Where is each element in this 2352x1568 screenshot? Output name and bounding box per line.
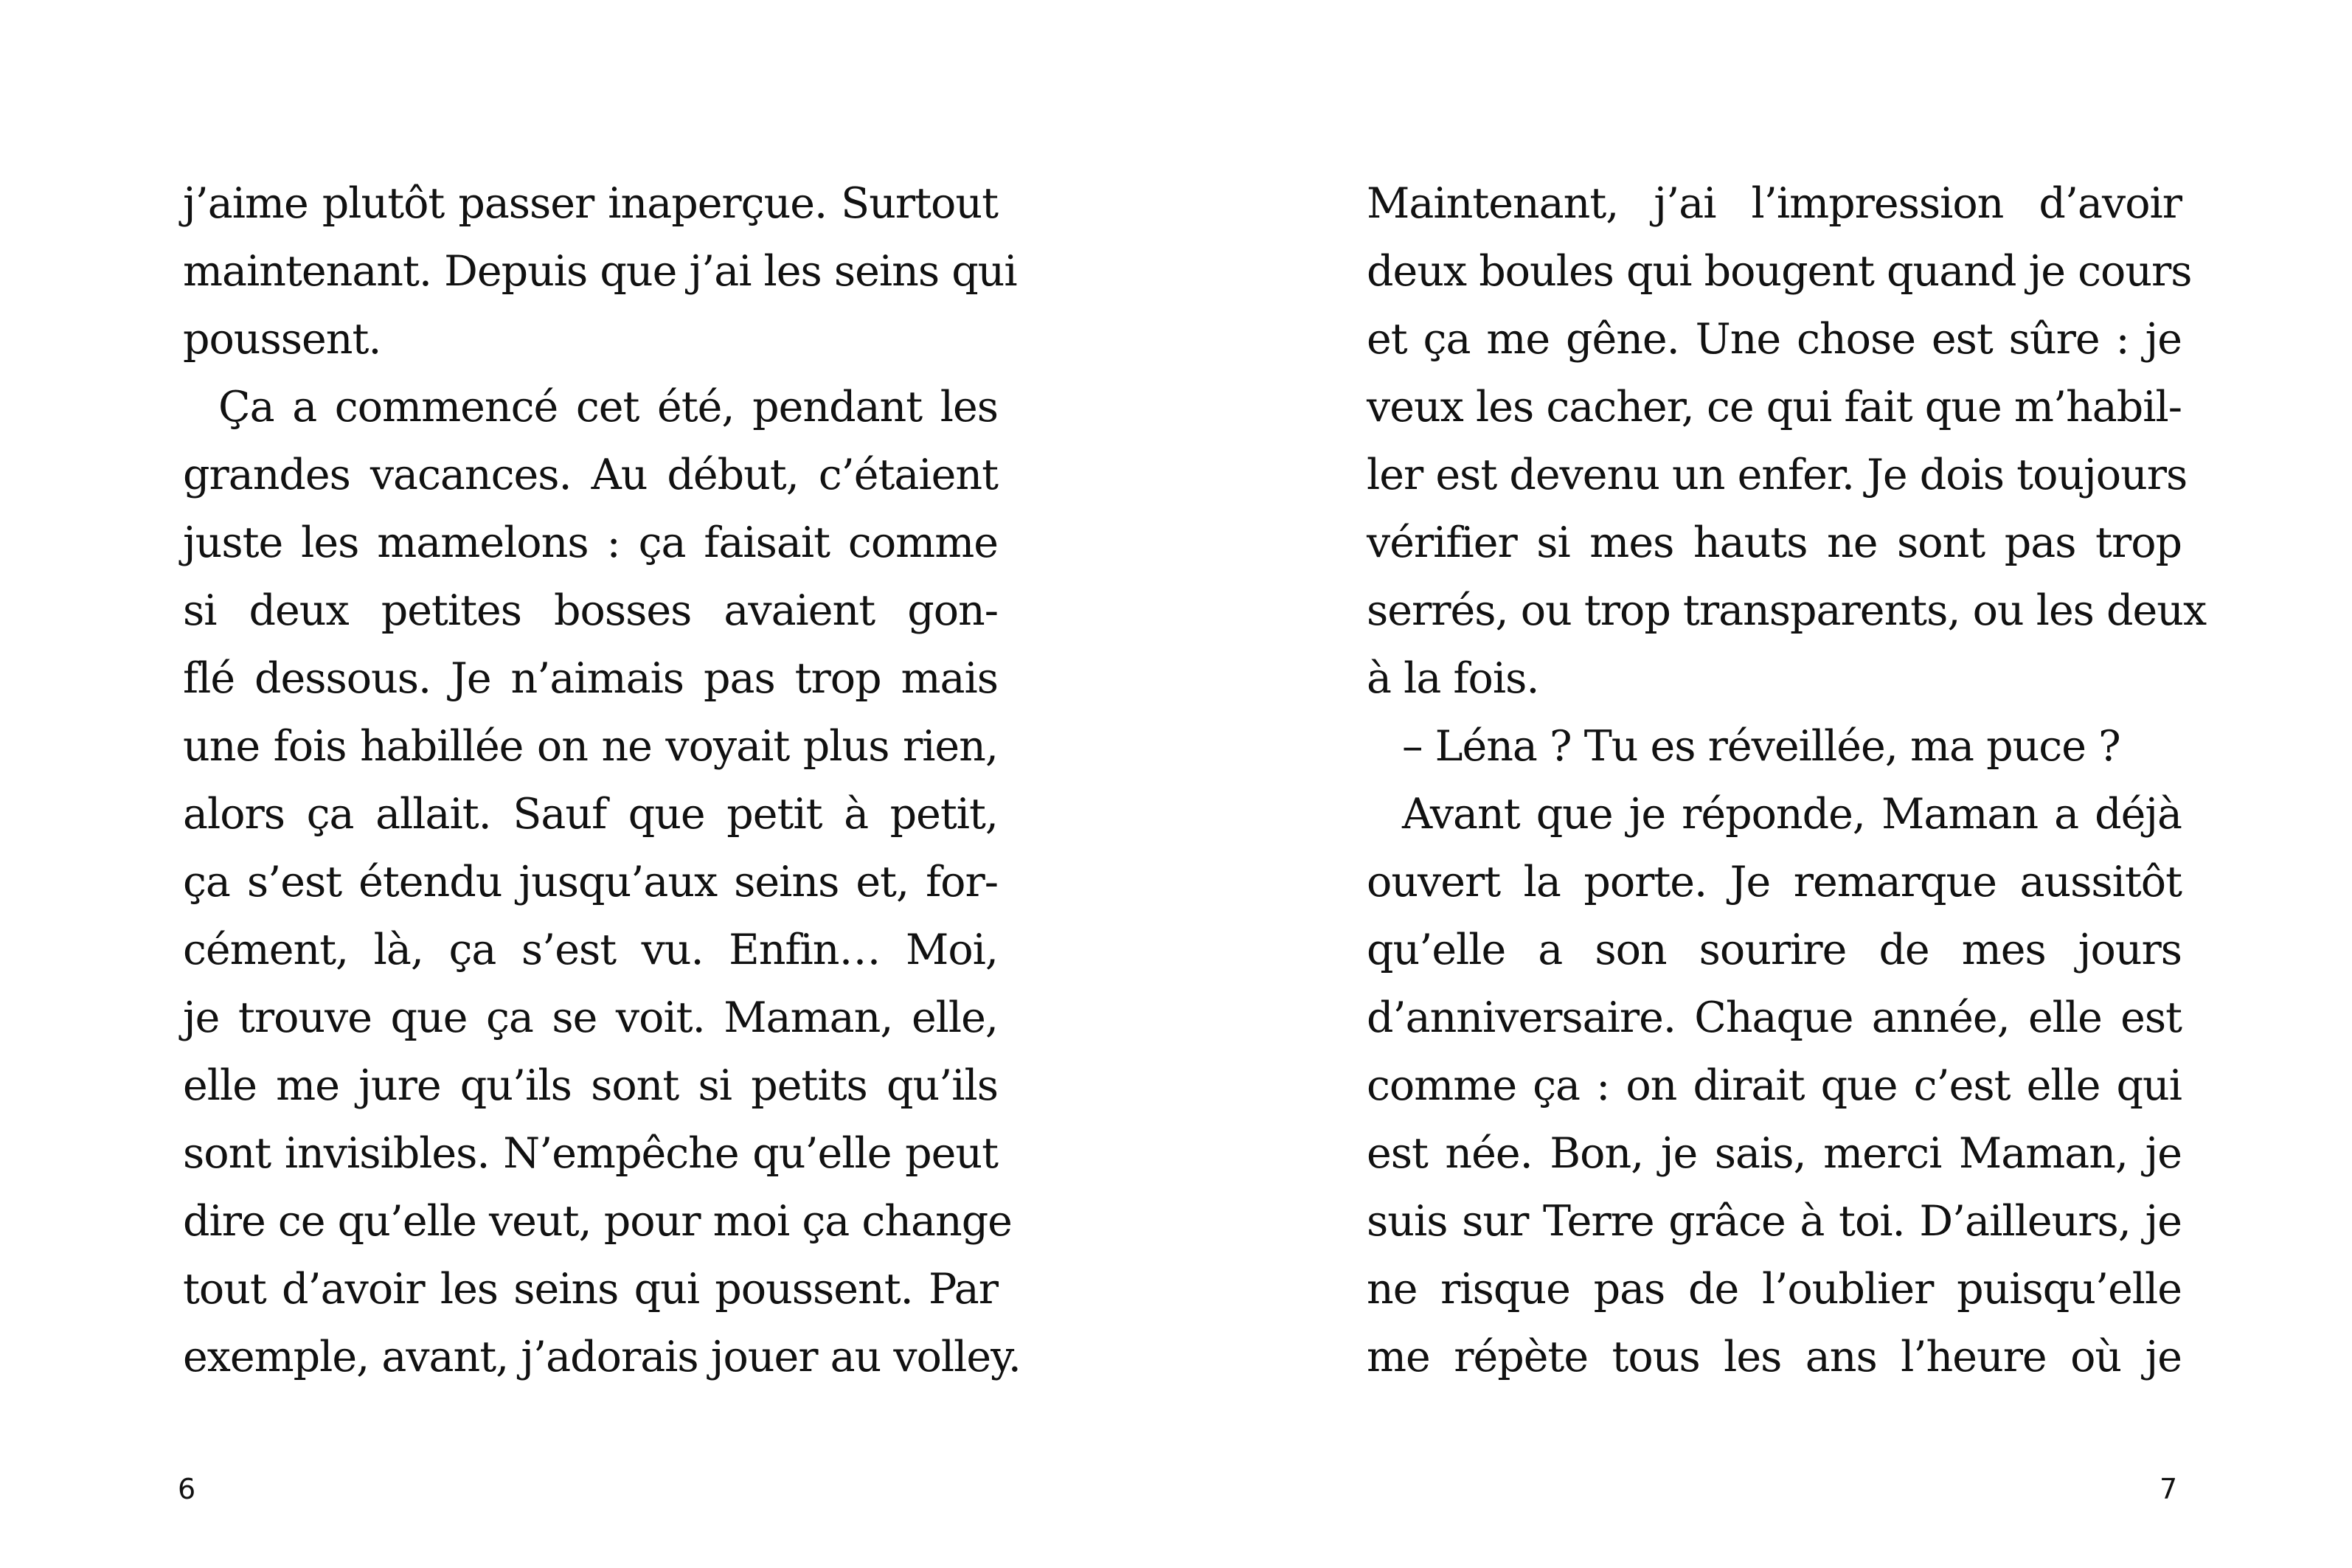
- text-line: grandes vacances. Au début, c’étaient: [183, 451, 998, 499]
- text-line: est née. Bon, je sais, merci Maman, je: [1367, 1129, 2182, 1178]
- text-line: deux boules qui bougent quand je cours: [1367, 247, 2192, 296]
- text-line: poussent.: [183, 315, 381, 364]
- text-line: vérifier si mes hauts ne sont pas trop: [1367, 518, 2182, 567]
- text-line: une fois habillée on ne voyait plus rien,: [183, 722, 998, 771]
- text-line: à la fois.: [1367, 654, 1539, 703]
- text-line: cément, là, ça s’est vu. Enfin… Moi,: [183, 926, 998, 974]
- right-page-text: [1367, 170, 2207, 1391]
- text-line: juste les mamelons : ça faisait comme: [183, 518, 998, 567]
- page-number-right: 7: [2160, 1473, 2178, 1505]
- left-page-text: [183, 170, 1021, 1391]
- text-line: dire ce qu’elle veut, pour moi ça change: [183, 1197, 1012, 1246]
- text-line: Ça a commencé cet été, pendant les: [218, 383, 998, 431]
- text-line: elle me jure qu’ils sont si petits qu’ils: [183, 1061, 998, 1110]
- text-line: suis sur Terre grâce à toi. D’ailleurs, je: [1367, 1197, 2182, 1246]
- text-line: si deux petites bosses avaient gon-: [183, 586, 998, 635]
- text-line: Maintenant, j’ai l’impression d’avoir: [1367, 179, 2182, 228]
- text-line: qu’elle a son sourire de mes jours: [1367, 926, 2182, 974]
- text-line: flé dessous. Je n’aimais pas trop mais: [183, 654, 998, 703]
- text-line: Avant que je réponde, Maman a déjà: [1402, 790, 2182, 839]
- text-line: comme ça : on dirait que c’est elle qui: [1367, 1061, 2182, 1110]
- text-line: serrés, ou trop transparents, ou les deux: [1367, 586, 2207, 635]
- text-line: sont invisibles. N’empêche qu’elle peut: [183, 1129, 998, 1178]
- text-line: tout d’avoir les seins qui poussent. Par: [183, 1265, 998, 1314]
- text-line: d’anniversaire. Chaque année, elle est: [1367, 993, 2182, 1042]
- text-line: et ça me gêne. Une chose est sûre : je: [1367, 315, 2182, 364]
- text-line: veux les cacher, ce qui fait que m’habil-: [1367, 383, 2182, 431]
- page-number-left: 6: [178, 1473, 196, 1505]
- text-line: je trouve que ça se voit. Maman, elle,: [183, 993, 998, 1042]
- text-line: me répète tous les ans l’heure où je: [1367, 1333, 2182, 1381]
- text-line: ça s’est étendu jusqu’aux seins et, for-: [183, 858, 998, 906]
- text-line: ne risque pas de l’oublier puisqu’elle: [1367, 1265, 2182, 1314]
- text-line: maintenant. Depuis que j’ai les seins qui: [183, 247, 1017, 296]
- text-line: ouvert la porte. Je remarque aussitôt: [1367, 858, 2182, 906]
- text-line: ler est devenu un enfer. Je dois toujours: [1367, 451, 2188, 499]
- text-line: exemple, avant, j’adorais jouer au volley.: [183, 1333, 1021, 1381]
- text-line: – Léna ? Tu es réveillée, ma puce ?: [1402, 722, 2120, 771]
- text-line: j’aime plutôt passer inaperçue. Surtout: [183, 179, 998, 228]
- text-line: alors ça allait. Sauf que petit à petit,: [183, 790, 998, 839]
